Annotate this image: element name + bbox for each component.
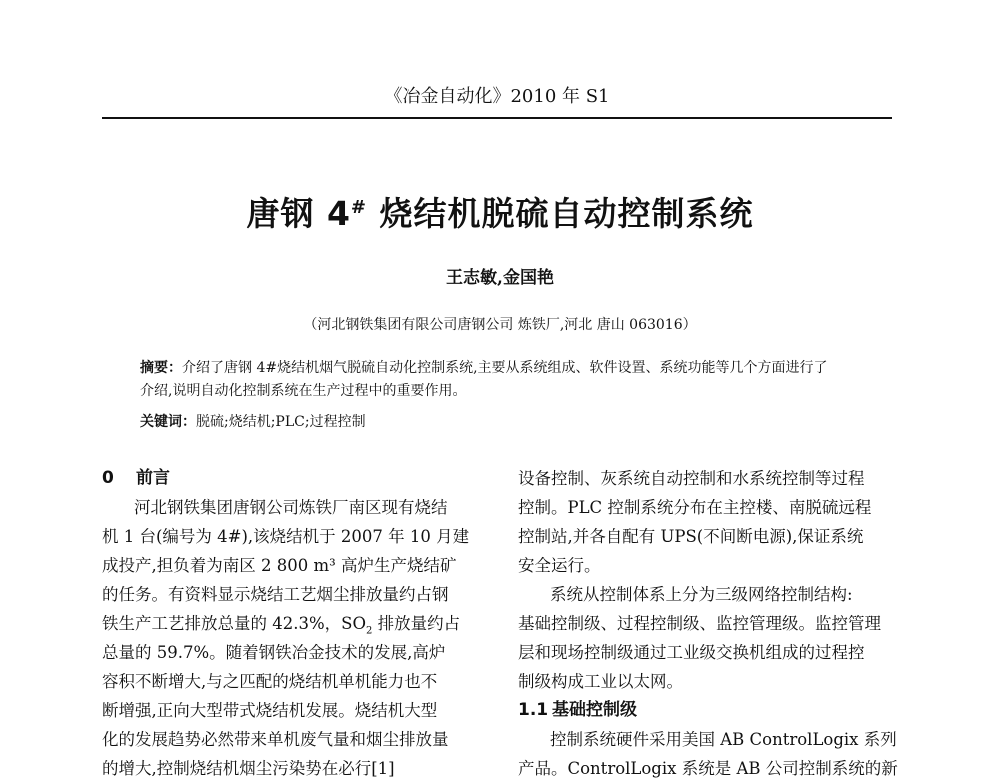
abstract-text-2: 介绍,说明自动化控制系统在生产过程中的重要作用。 (140, 383, 467, 399)
title-rest: 烧结机脱硫自动控制系统 (367, 194, 754, 233)
abstract-label: 摘要： (140, 360, 182, 376)
paragraph-line: 化的发展趋势必然带来单机废气量和烟尘排放量 (102, 730, 449, 749)
title-superscript: # (350, 197, 368, 218)
paragraph-line: 系统从控制体系上分为三级网络控制结构: (550, 585, 853, 604)
title-main: 唐钢 4 (246, 194, 351, 233)
paragraph-line: 成投产,担负着为南区 2 800 m³ 高炉生产烧结矿 (102, 556, 457, 575)
keywords-text: 脱硫;烧结机;PLC;过程控制 (196, 414, 366, 430)
subsection-title: 基础控制级 (552, 700, 637, 720)
section-number: 0 (102, 468, 114, 488)
subsection-number: 1.1 (518, 700, 549, 720)
affiliation: （河北钢铁集团有限公司唐钢公司 炼铁厂,河北 唐山 063016） (303, 317, 697, 333)
right-column (518, 464, 906, 783)
paragraph-line: 基础控制级、过程控制级、监控管理级。监控管理 (518, 614, 881, 633)
paragraph-line: 制级构成工业以太网。 (518, 672, 683, 691)
paragraph-line: 设备控制、灰系统自动控制和水系统控制等过程 (518, 469, 865, 488)
subscript: 2 (366, 625, 373, 637)
paragraph-line: 控制。PLC 控制系统分布在主控楼、南脱硫远程 (518, 498, 872, 517)
article-title (0, 188, 1000, 235)
paragraph-line: 安全运行。 (518, 556, 601, 575)
paragraph-line: 容积不断增大,与之匹配的烧结机单机能力也不 (102, 672, 438, 691)
paragraph-line: 控制站,并各自配有 UPS(不间断电源),保证系统 (518, 527, 864, 546)
paragraph-line: 产品。ControlLogix 系统是 AB 公司控制系统的新 (518, 759, 898, 778)
keywords-label: 关键词： (140, 414, 196, 430)
paragraph-line: 层和现场控制级通过工业级交换机组成的过程控 (518, 643, 865, 662)
left-column (102, 464, 490, 783)
paragraph-line: 控制系统硬件采用美国 AB ControlLogix 系列 (550, 730, 897, 749)
abstract (140, 357, 892, 403)
paragraph-line: 总量的 59.7%。随着钢铁冶金技术的发展,高炉 (102, 643, 446, 662)
paragraph-line: 机 1 台(编号为 4#),该烧结机于 2007 年 10 月建 (102, 527, 470, 546)
running-header: 《冶金自动化》2010 年 S1 (384, 86, 610, 107)
paragraph-line: 的任务。有资料显示烧结工艺烟尘排放量约占钢 (102, 585, 449, 604)
authors: 王志敏,金国艳 (446, 268, 554, 288)
subsection-heading (518, 696, 906, 725)
line-text: 铁生产工艺排放总量的 42.3%，SO (102, 614, 366, 633)
line-text-tail: 排放量约占 (372, 614, 461, 633)
section-heading (102, 464, 490, 493)
keywords (140, 411, 892, 431)
header-rule (102, 117, 892, 119)
paragraph-line (102, 609, 490, 638)
abstract-text-1: 介绍了唐钢 4#烧结机烟气脱硫自动化控制系统,主要从系统组成、软件设置、系统功能等几个方面进行了 (182, 360, 828, 376)
abstract-line (140, 357, 892, 380)
section-title: 前言 (136, 468, 170, 488)
paragraph-line: 断增强,正向大型带式烧结机发展。烧结机大型 (102, 701, 438, 720)
paragraph-line: 的增大,控制烧结机烟尘污染势在必行[1] (102, 759, 395, 778)
paragraph-line: 河北钢铁集团唐钢公司炼铁厂南区现有烧结 (134, 498, 448, 517)
